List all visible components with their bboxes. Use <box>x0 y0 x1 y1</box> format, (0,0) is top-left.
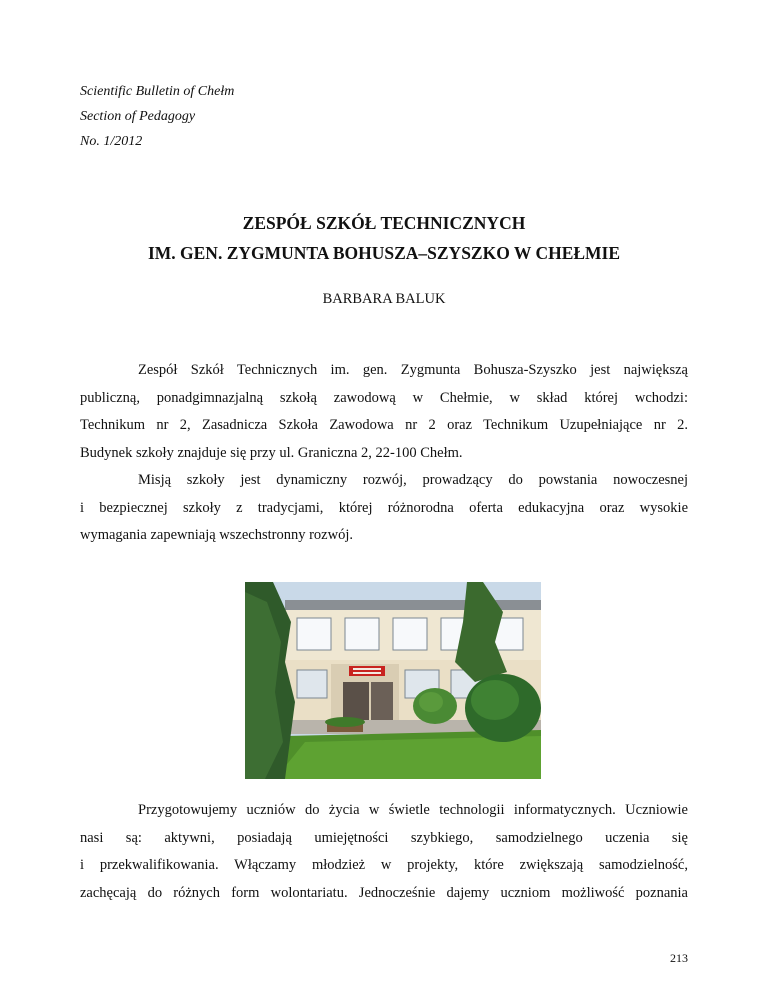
paragraph-line: wymagania zapewniają wszechstronny rozwój. <box>80 527 353 543</box>
paragraph-line: nasi są: aktywni, posiadają umiejętności szybkiego, samodzielnego uczenia się <box>80 829 688 846</box>
author-name: BARBARA BALUK <box>322 291 446 307</box>
paragraph-line: Zespół Szkół Technicznych im. gen. Zygmunta Bohusza-Szyszko jest największą <box>138 362 688 378</box>
paragraph-line: Technikum nr 2, Zasadnicza Szkoła Zawodowa nr 2 oraz Technikum Uzupełniające nr 2. <box>80 417 688 433</box>
paragraph-students <box>80 797 688 907</box>
school-building-photo <box>245 582 541 779</box>
page-number: 213 <box>670 951 688 965</box>
issue-number: No. 1/2012 <box>80 134 143 149</box>
paragraph-line: zachęcają do różnych form wolontariatu. Jednocześnie dajemy uczniom możliwość poznania <box>80 884 688 901</box>
paragraph-line: i bezpiecznej szkoły z tradycjami, której różnorodna oferta edukacyjna oraz wysokie <box>80 499 688 516</box>
journal-name: Scientific Bulletin of Chełm <box>80 84 235 99</box>
article-title-line-1: ZESPÓŁ SZKÓŁ TECHNICZNYCH <box>242 213 526 233</box>
article-title-line-2: IM. GEN. ZYGMUNTA BOHUSZA–SZYSZKO W CHEŁMIE <box>147 243 621 263</box>
section-name: Section of Pedagogy <box>80 109 196 124</box>
paragraph-mission <box>80 467 688 550</box>
paragraph-line: Budynek szkoły znajduje się przy ul. Graniczna 2, 22-100 Chełm. <box>80 444 463 461</box>
paragraph-line: publiczną, ponadgimnazjalną szkołą zawodową w Chełmie, w skład której wchodzi: <box>80 389 688 406</box>
paragraph-line: Misją szkoły jest dynamiczny rozwój, prowadzący do powstania nowoczesnej <box>138 472 688 488</box>
paragraph-intro <box>80 357 688 467</box>
paragraph-line: i przekwalifikowania. Włączamy młodzież w projekty, które zwiększają samodzielność, <box>80 857 688 873</box>
paragraph-line: Przygotowujemy uczniów do życia w świetle technologii informatycznych. Uczniowie <box>138 802 688 818</box>
